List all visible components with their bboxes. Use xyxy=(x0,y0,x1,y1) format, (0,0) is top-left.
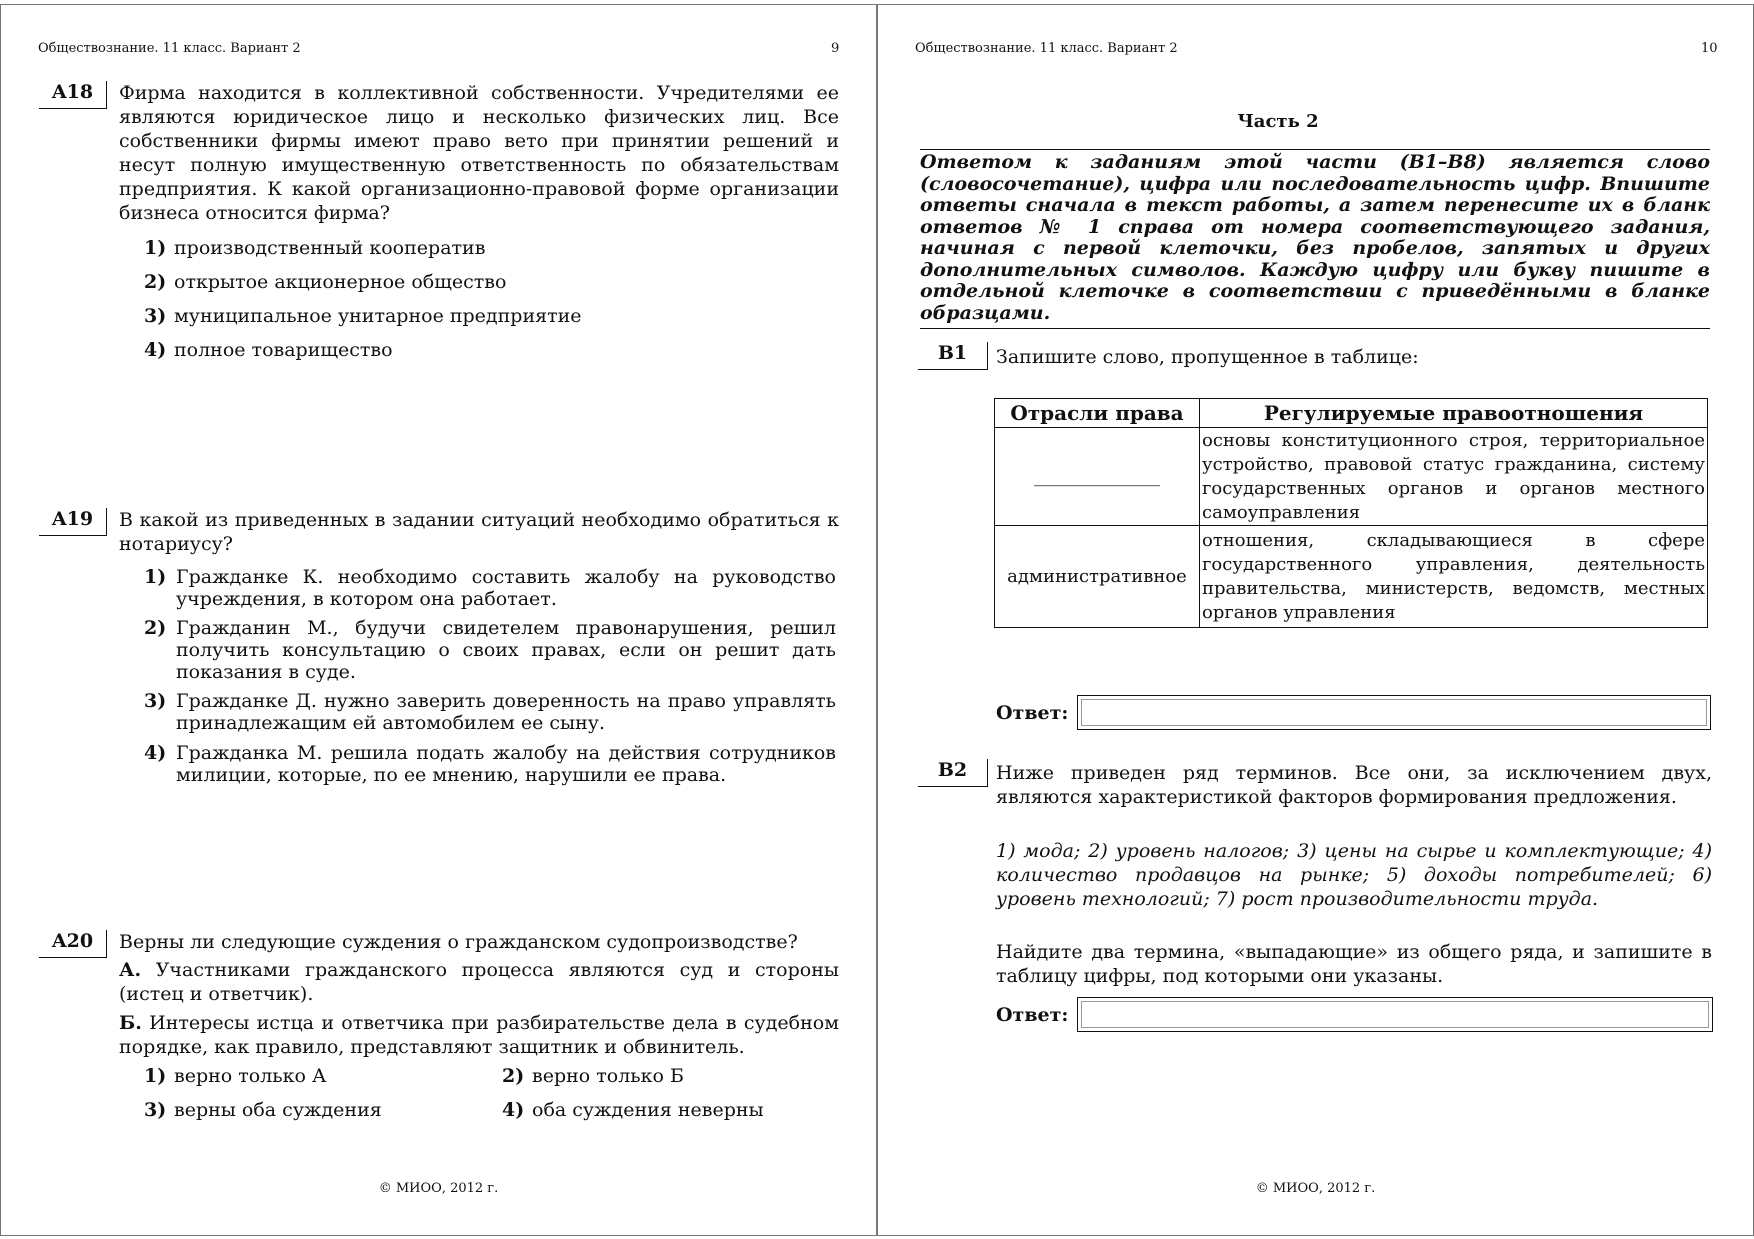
page-header: Обществознание. 11 класс. Вариант 2 xyxy=(38,41,301,56)
option-a20-2 xyxy=(502,1065,684,1087)
answer-label-b2: Ответ: xyxy=(996,1004,1069,1026)
option-text: муниципальное унитарное предприятие xyxy=(174,305,582,327)
question-label-b1: B1 xyxy=(918,342,988,370)
page-footer: © МИОО, 2012 г. xyxy=(378,1181,499,1196)
question-label-a19: A19 xyxy=(39,508,107,536)
option-text: производственный кооператив xyxy=(174,237,486,259)
answer-label-b1: Ответ: xyxy=(996,702,1069,724)
table-header: Регулируемые правоотношения xyxy=(1200,399,1708,428)
statement-a-text: Участниками гражданского процесса являются суд и стороны (истец и ответчик). xyxy=(119,959,839,1005)
right-page xyxy=(877,4,1754,1236)
option-a20-4 xyxy=(502,1099,764,1121)
question-text-a20: Верны ли следующие суждения о гражданском судопроизводстве? xyxy=(119,931,798,953)
answer-field-b2[interactable] xyxy=(1077,997,1713,1032)
statement-a-label: А. xyxy=(119,959,142,981)
option-text: верно только Б xyxy=(532,1065,684,1087)
question-text-a18: Фирма находится в коллективной собственности. Учредителями ее являются юридическое лицо и несколько физических лиц. Все собственники фирмы имеют право вето при принятии решений и несут полную имущественную ответственность по обязательствам предприятия. К какой организационно-правовой форме организации бизнеса относится фирма? xyxy=(119,82,839,224)
statement-a xyxy=(119,958,839,1006)
option-a19-1 xyxy=(144,566,836,610)
option-number: 3) xyxy=(144,305,167,327)
table-row xyxy=(995,526,1708,628)
question-text-a19: В какой из приведенных в задании ситуаций необходимо обратиться к нотариусу? xyxy=(119,509,839,555)
option-number: 2) xyxy=(144,271,167,293)
option-number: 4) xyxy=(144,339,167,361)
option-text: Гражданин М., будучи свидетелем правонарушения, решил получить консультацию о своих правах, если он решит дать показания в суде. xyxy=(176,617,836,683)
option-a19-3 xyxy=(144,690,836,734)
page-header: Обществознание. 11 класс. Вариант 2 xyxy=(915,41,1178,56)
terms-list: 1) мода; 2) уровень налогов; 3) цены на сырье и комплектующие; 4) количество продавцов на рынке; 5) доходы потребителей; 6) уровень технологий; 7) рост производительности труда. xyxy=(996,840,1712,910)
table-row xyxy=(995,428,1708,526)
option-number: 1) xyxy=(144,237,167,259)
option-number: 3) xyxy=(144,1099,167,1121)
option-text: Гражданке Д. нужно заверить доверенность на право управлять принадлежащим ей автомобилем ее сыну. xyxy=(176,690,836,734)
option-number: 2) xyxy=(144,617,167,639)
option-text: Гражданка М. решила подать жалобу на действия сотрудников милиции, которые, по ее мнению, нарушили ее права. xyxy=(176,742,836,786)
left-page xyxy=(0,4,877,1236)
option-text: полное товарищество xyxy=(174,339,393,361)
option-a18-3 xyxy=(144,305,582,327)
option-text: верны оба суждения xyxy=(174,1099,382,1121)
option-number: 3) xyxy=(144,690,167,712)
statement-b-label: Б. xyxy=(119,1012,142,1034)
option-number: 4) xyxy=(144,742,167,764)
question-label-a20: A20 xyxy=(39,930,107,958)
option-number: 4) xyxy=(502,1099,525,1121)
option-text: Гражданке К. необходимо составить жалобу на руководство учреждения, в котором она работает. xyxy=(176,566,836,610)
page-number: 9 xyxy=(831,41,840,56)
statement-b-text: Интересы истца и ответчика при разбирательстве дела в судебном порядке, как правило, представляют защитник и обвинитель. xyxy=(119,1012,839,1058)
part-instructions: Ответом к заданиям этой части (В1–В8) является слово (словосочетание), цифра или последовательность цифр. Впишите ответы сначала в текст работы, а затем перенесите их в бланк ответов № 1 справа от номера соответствующего задания, начиная с первой клеточки, без пробелов, запятых и других дополнительных символов. Каждую цифру или букву пишите в отдельной клеточке в соответствии с приведёнными в бланке образцами. xyxy=(920,149,1710,329)
table-cell-branch-blank: ______________ xyxy=(995,428,1200,526)
option-number: 1) xyxy=(144,1065,167,1087)
task-text-b2: Найдите два термина, «выпадающие» из общего ряда, и запишите в таблицу цифры, под которыми они указаны. xyxy=(996,941,1712,987)
option-text: верно только А xyxy=(174,1065,327,1087)
option-a19-4 xyxy=(144,742,836,786)
option-text: оба суждения неверны xyxy=(532,1099,764,1121)
statement-b xyxy=(119,1011,839,1059)
law-branches-table xyxy=(994,398,1708,628)
answer-field-b1[interactable] xyxy=(1077,695,1711,730)
option-a18-4 xyxy=(144,339,393,361)
page-number: 10 xyxy=(1701,41,1718,56)
table-cell-relations: отношения, складывающиеся в сфере государственного управления, деятельность правительства, министерств, ведомств, местных органов управления xyxy=(1200,526,1708,628)
option-a19-2 xyxy=(144,617,836,683)
option-text: открытое акционерное общество xyxy=(174,271,507,293)
part-title: Часть 2 xyxy=(1237,111,1319,132)
table-cell-relations: основы конституционного строя, территориальное устройство, правовой статус гражданина, систему государственных органов и органов местного самоуправления xyxy=(1200,428,1708,526)
question-label-b2: B2 xyxy=(918,759,988,787)
option-a20-3 xyxy=(144,1099,382,1121)
option-number: 2) xyxy=(502,1065,525,1087)
question-text-b1: Запишите слово, пропущенное в таблице: xyxy=(996,346,1419,368)
option-number: 1) xyxy=(144,566,167,588)
option-a18-1 xyxy=(144,237,485,259)
option-a18-2 xyxy=(144,271,506,293)
table-cell-branch: административное xyxy=(995,526,1200,628)
page-footer: © МИОО, 2012 г. xyxy=(1255,1181,1376,1196)
question-label-a18: A18 xyxy=(39,81,107,109)
question-text-b2: Ниже приведен ряд терминов. Все они, за исключением двух, являются характеристикой факторов формирования предложения. xyxy=(996,762,1712,808)
option-a20-1 xyxy=(144,1065,326,1087)
table-header-row xyxy=(995,399,1708,428)
table-header: Отрасли права xyxy=(995,399,1200,428)
